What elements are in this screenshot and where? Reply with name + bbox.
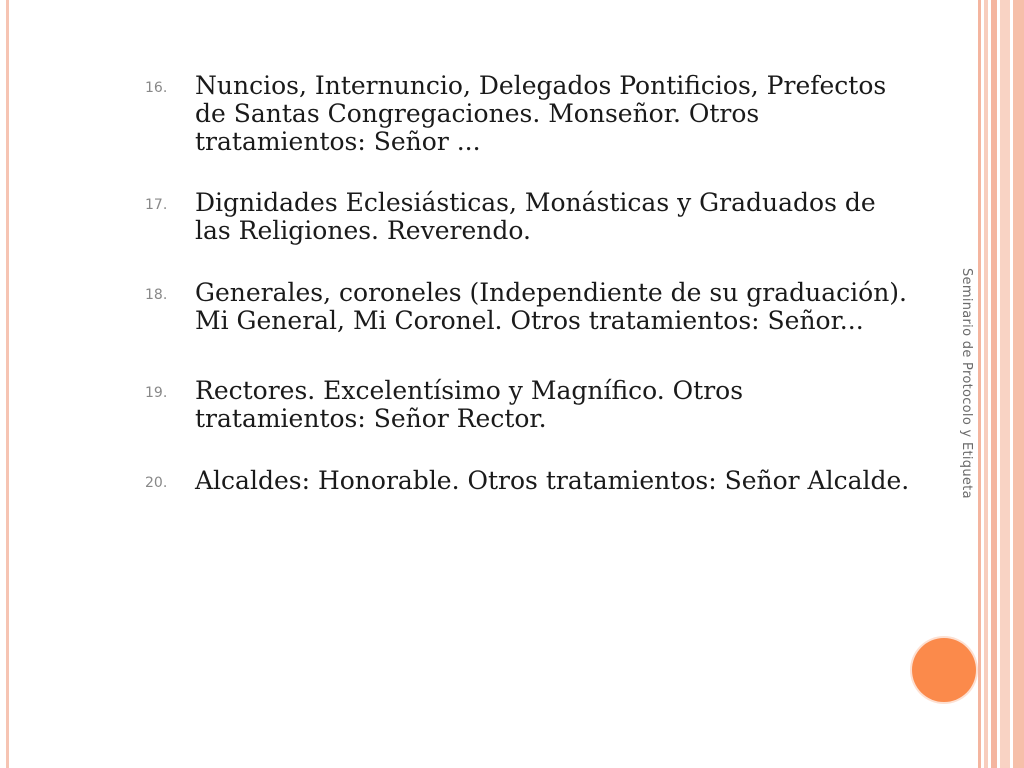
list-item-number: 18. (145, 287, 168, 303)
list-item-number: 16. (145, 80, 168, 96)
list-item (145, 72, 915, 156)
list-item (145, 467, 915, 495)
list-item-text: Nuncios, Internuncio, Delegados Pontificios, Prefectos de Santas Congregaciones. Monseñor. Otros tratamientos: Señor ... (195, 71, 887, 156)
list-item-text: Generales, coroneles (Independiente de su graduación). Mi General, Mi Coronel. Otros tratamientos: Señor... (195, 278, 907, 335)
list-item-text: Dignidades Eclesiásticas, Monásticas y Graduados de las Religiones. Reverendo. (195, 188, 876, 245)
side-label: Seminario de Protocolo y Etiqueta (959, 268, 974, 499)
list-item-text: Alcaldes: Honorable. Otros tratamientos: Señor Alcalde. (195, 466, 910, 495)
list-item-number: 19. (145, 385, 168, 401)
numbered-list (145, 72, 915, 495)
left-accent-line (6, 0, 9, 768)
list-item (145, 377, 915, 433)
list-item-number: 20. (145, 475, 168, 491)
right-stripe (991, 0, 997, 768)
list-item (145, 189, 915, 245)
right-stripe (1013, 0, 1024, 768)
orange-circle-decoration (912, 638, 976, 702)
list-item-text: Rectores. Excelentísimo y Magnífico. Otros tratamientos: Señor Rector. (195, 376, 744, 433)
list-item (145, 279, 915, 335)
right-stripe (984, 0, 988, 768)
right-stripe (978, 0, 981, 768)
right-stripe (1000, 0, 1010, 768)
list-item-number: 17. (145, 197, 168, 213)
